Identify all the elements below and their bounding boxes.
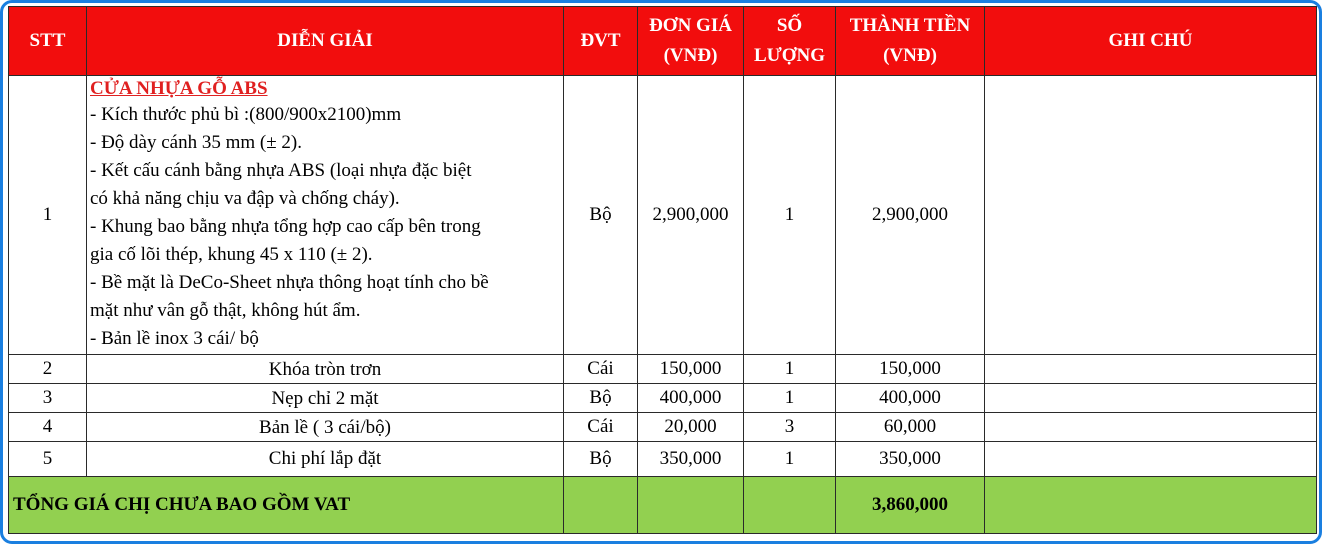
- cell-don-gia: 400,000: [638, 384, 744, 413]
- cell-stt: 1: [9, 76, 87, 355]
- header-dien-giai: DIỄN GIẢI: [87, 7, 564, 76]
- cell-ghi-chu: [985, 355, 1317, 384]
- desc-line: - Kết cấu cánh bằng nhựa ABS (loại nhựa đặc biệt: [90, 160, 472, 181]
- header-so-luong-line1: SỐ: [776, 15, 803, 36]
- desc-line: - Độ dày cánh 35 mm (± 2).: [90, 132, 302, 153]
- header-thanh-tien-line2: (VNĐ): [883, 45, 937, 66]
- header-so-luong: [744, 7, 836, 76]
- cell-dien-giai: Bản lề ( 3 cái/bộ): [87, 413, 564, 442]
- cell-so-luong: 1: [744, 76, 836, 355]
- table-row-4: [9, 413, 1317, 442]
- cell-dvt: Bộ: [564, 384, 638, 413]
- desc-line: - Kích thước phủ bì :(800/900x2100)mm: [90, 104, 402, 125]
- total-empty-dvt: [564, 477, 638, 534]
- header-stt: STT: [9, 7, 87, 76]
- total-row: [9, 477, 1317, 534]
- cell-dien-giai-detail: [87, 76, 564, 355]
- desc-line: gia cố lõi thép, khung 45 x 110 (± 2).: [90, 244, 373, 265]
- table-row-3: [9, 384, 1317, 413]
- cell-stt: 2: [9, 355, 87, 384]
- desc-line: - Bản lề inox 3 cái/ bộ: [90, 328, 259, 349]
- cell-dvt: Bộ: [564, 442, 638, 477]
- cell-thanh-tien: 350,000: [836, 442, 985, 477]
- cell-dien-giai: Khóa tròn trơn: [87, 355, 564, 384]
- cell-so-luong: 1: [744, 384, 836, 413]
- cell-thanh-tien: 60,000: [836, 413, 985, 442]
- cell-so-luong: 3: [744, 413, 836, 442]
- header-thanh-tien: [836, 7, 985, 76]
- cell-dvt: Bộ: [564, 76, 638, 355]
- desc-line: - Bề mặt là DeCo-Sheet nhựa thông hoạt tính cho bề: [90, 272, 489, 293]
- header-so-luong-line2: LƯỢNG: [753, 45, 826, 66]
- header-row: [9, 7, 1317, 76]
- table-row-5: [9, 442, 1317, 477]
- product-title: CỬA NHỰA GỖ ABS: [90, 78, 268, 99]
- cell-so-luong: 1: [744, 355, 836, 384]
- table-row-1: [9, 76, 1317, 355]
- cell-don-gia: 20,000: [638, 413, 744, 442]
- cell-don-gia: 350,000: [638, 442, 744, 477]
- cell-don-gia: 150,000: [638, 355, 744, 384]
- cell-ghi-chu: [985, 76, 1317, 355]
- total-label: TỔNG GIÁ CHỊ CHƯA BAO GỒM VAT: [9, 477, 564, 534]
- table-row-2: [9, 355, 1317, 384]
- cell-stt: 5: [9, 442, 87, 477]
- cell-stt: 4: [9, 413, 87, 442]
- cell-ghi-chu: [985, 384, 1317, 413]
- desc-line: mặt như vân gỗ thật, không hút ẩm.: [90, 300, 361, 321]
- total-empty-so-luong: [744, 477, 836, 534]
- cell-ghi-chu: [985, 413, 1317, 442]
- cell-thanh-tien: 400,000: [836, 384, 985, 413]
- header-don-gia-line1: ĐƠN GIÁ: [649, 15, 732, 36]
- header-don-gia-line2: (VNĐ): [663, 45, 718, 66]
- total-amount: 3,860,000: [836, 477, 985, 534]
- cell-dvt: Cái: [564, 413, 638, 442]
- total-empty-ghi-chu: [985, 477, 1317, 534]
- total-empty-don-gia: [638, 477, 744, 534]
- cell-so-luong: 1: [744, 442, 836, 477]
- cell-ghi-chu: [985, 442, 1317, 477]
- cell-thanh-tien: 150,000: [836, 355, 985, 384]
- cell-stt: 3: [9, 384, 87, 413]
- cell-thanh-tien: 2,900,000: [836, 76, 985, 355]
- cell-dien-giai: Chi phí lắp đặt: [87, 442, 564, 477]
- desc-line: có khả năng chịu va đập và chống cháy).: [90, 188, 400, 209]
- desc-line: - Khung bao bằng nhựa tổng hợp cao cấp bên trong: [90, 216, 481, 237]
- cell-dien-giai: Nẹp chỉ 2 mặt: [87, 384, 564, 413]
- cell-don-gia: 2,900,000: [638, 76, 744, 355]
- header-don-gia: [638, 7, 744, 76]
- header-dvt: ĐVT: [564, 7, 638, 76]
- header-thanh-tien-line1: THÀNH TIỀN: [849, 15, 971, 36]
- cell-dvt: Cái: [564, 355, 638, 384]
- header-ghi-chu: GHI CHÚ: [985, 7, 1317, 76]
- quotation-table: [8, 6, 1317, 534]
